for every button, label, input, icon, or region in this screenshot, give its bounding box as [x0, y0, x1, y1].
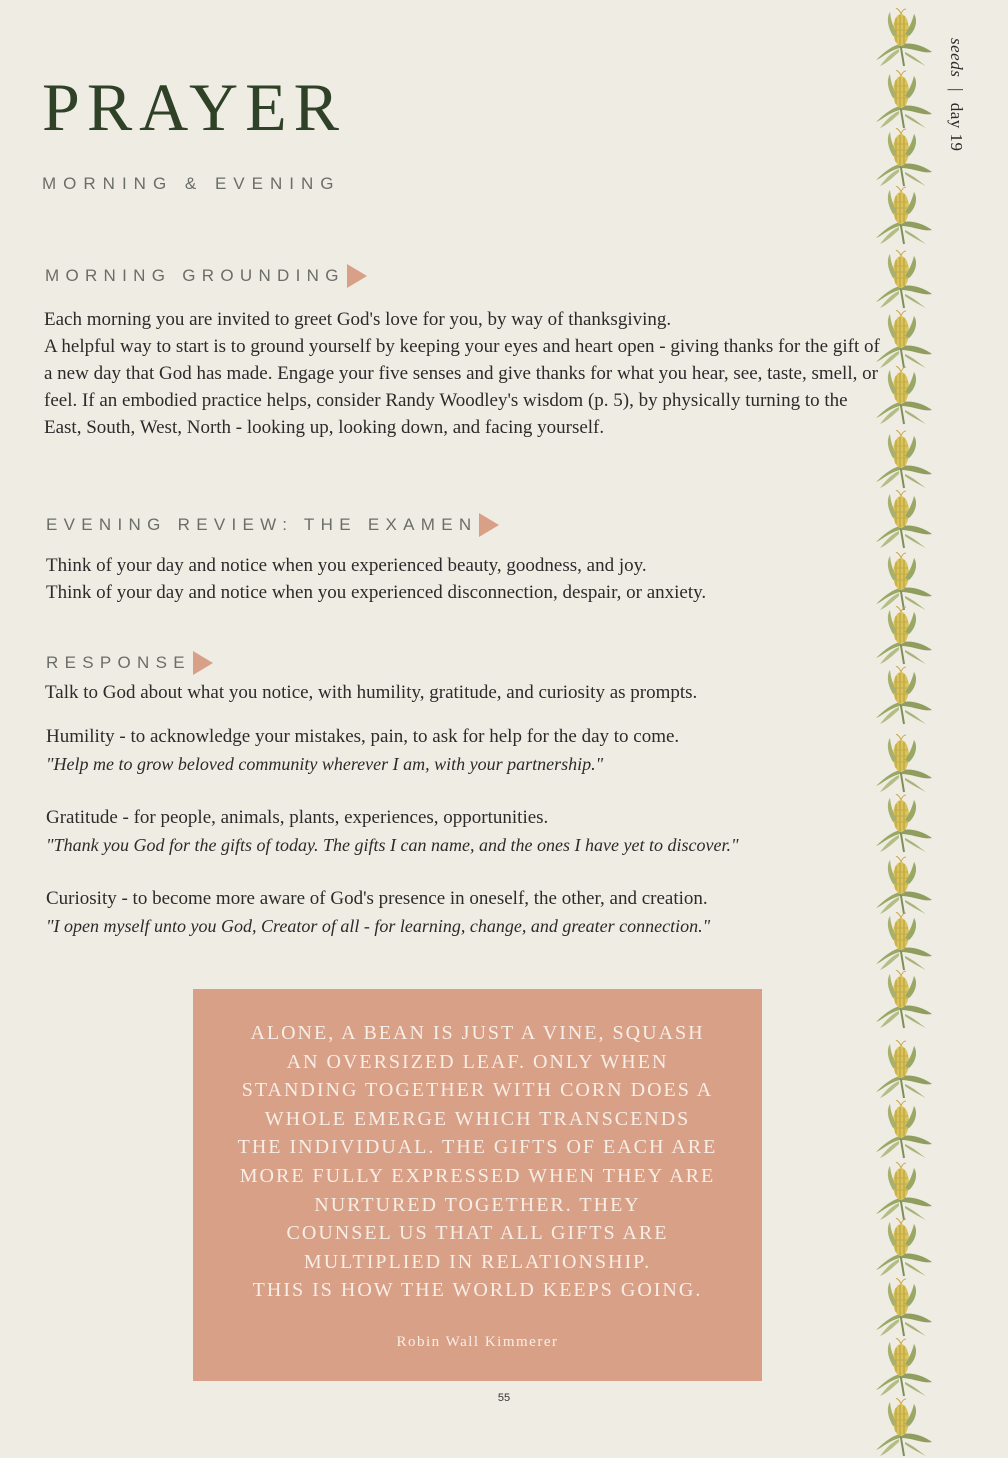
corn-icon — [874, 1218, 934, 1278]
corn-icon — [874, 70, 934, 130]
corn-icon — [874, 1040, 934, 1100]
corn-icon — [874, 1278, 934, 1338]
corn-icon — [874, 1398, 934, 1458]
corn-icon — [874, 366, 934, 426]
humility-line: Humility - to acknowledge your mistakes, pain, to ask for help for the day to come. — [46, 726, 680, 747]
corn-icon — [874, 250, 934, 310]
quote-text: ALONE, A BEAN IS JUST A VINE, SQUASH AN OVERSIZED LEAF. ONLY WHEN STANDING TOGETHER WITH CORN DOES A WHOLE EMERGE WHICH TRANSCENDS THE INDIVIDUAL. THE GIFTS OF EACH ARE MORE FULLY EXPRESSED WHEN THEY ARE NURTURED TOGETHER. THEY COUNSEL US THAT ALL GIFTS ARE MULTIPLIED IN RELATIONSHIP. THIS IS HOW THE WORLD KEEPS GOING. — [237, 1022, 718, 1302]
gratitude-quote: "Thank you God for the gifts of today. The gifts I can name, and the ones I have yet to discover." — [46, 835, 739, 855]
side-label-series: seeds — [947, 38, 966, 78]
corn-icon — [874, 128, 934, 188]
corn-icon — [874, 186, 934, 246]
corn-icon — [874, 912, 934, 972]
page-number: 55 — [497, 1392, 511, 1404]
side-label-separator: | — [947, 88, 966, 92]
humility-quote: "Help me to grow beloved community wherever I am, with your partnership." — [46, 754, 604, 774]
corn-icon — [874, 666, 934, 726]
corn-column — [874, 0, 936, 1440]
page-subtitle: MORNING & EVENING — [42, 174, 341, 193]
side-label — [946, 38, 966, 152]
response-heading-label: RESPONSE — [46, 653, 191, 672]
corn-icon — [874, 490, 934, 550]
corn-icon — [874, 552, 934, 612]
corn-icon — [874, 1100, 934, 1160]
corn-icon — [874, 970, 934, 1030]
section-heading-morning — [45, 264, 367, 288]
evening-line-2: Think of your day and notice when you experienced disconnection, despair, or anxiety. — [46, 582, 707, 603]
curiosity-line: Curiosity - to become more aware of God's presence in oneself, the other, and creation. — [46, 888, 708, 909]
corn-icon — [874, 856, 934, 916]
corn-icon — [874, 1162, 934, 1222]
section-heading-evening — [46, 513, 499, 537]
evening-heading-label: EVENING REVIEW: THE EXAMEN — [46, 515, 478, 534]
page-title: PRAYER — [42, 69, 347, 145]
corn-icon — [874, 8, 934, 68]
triangle-arrow-icon — [193, 651, 213, 675]
section-heading-response — [46, 651, 213, 675]
corn-icon — [874, 606, 934, 666]
corn-icon — [874, 430, 934, 490]
corn-icon — [874, 794, 934, 854]
quote-author: Robin Wall Kimmerer — [396, 1334, 559, 1350]
morning-body: Each morning you are invited to greet God's love for you, by way of thanksgiving. A helpful way to start is to ground yourself by keeping your eyes and heart open - giving thanks for the gift of a new day that God has made. Engage your five senses and give thanks for what you hear, see, taste, smell, or feel. If an embodied practice helps, consider Randy Woodley's wisdom (p. 5), by physically turning to the East, South, West, North - looking up, looking down, and facing yourself. — [44, 309, 880, 438]
evening-line-1: Think of your day and notice when you experienced beauty, goodness, and joy. — [46, 555, 647, 576]
quote-box — [193, 989, 762, 1381]
corn-icon — [874, 734, 934, 794]
triangle-arrow-icon — [347, 264, 367, 288]
triangle-arrow-icon — [479, 513, 499, 537]
gratitude-line: Gratitude - for people, animals, plants, experiences, opportunities. — [46, 807, 549, 828]
morning-heading-label: MORNING GROUNDING — [45, 266, 345, 285]
corn-icon — [874, 1338, 934, 1398]
side-label-day: day 19 — [947, 102, 966, 152]
curiosity-quote: "I open myself unto you God, Creator of all - for learning, change, and greater connection." — [46, 916, 711, 936]
response-intro: Talk to God about what you notice, with humility, gratitude, and curiosity as prompts. — [45, 682, 698, 703]
corn-icon — [874, 310, 934, 370]
